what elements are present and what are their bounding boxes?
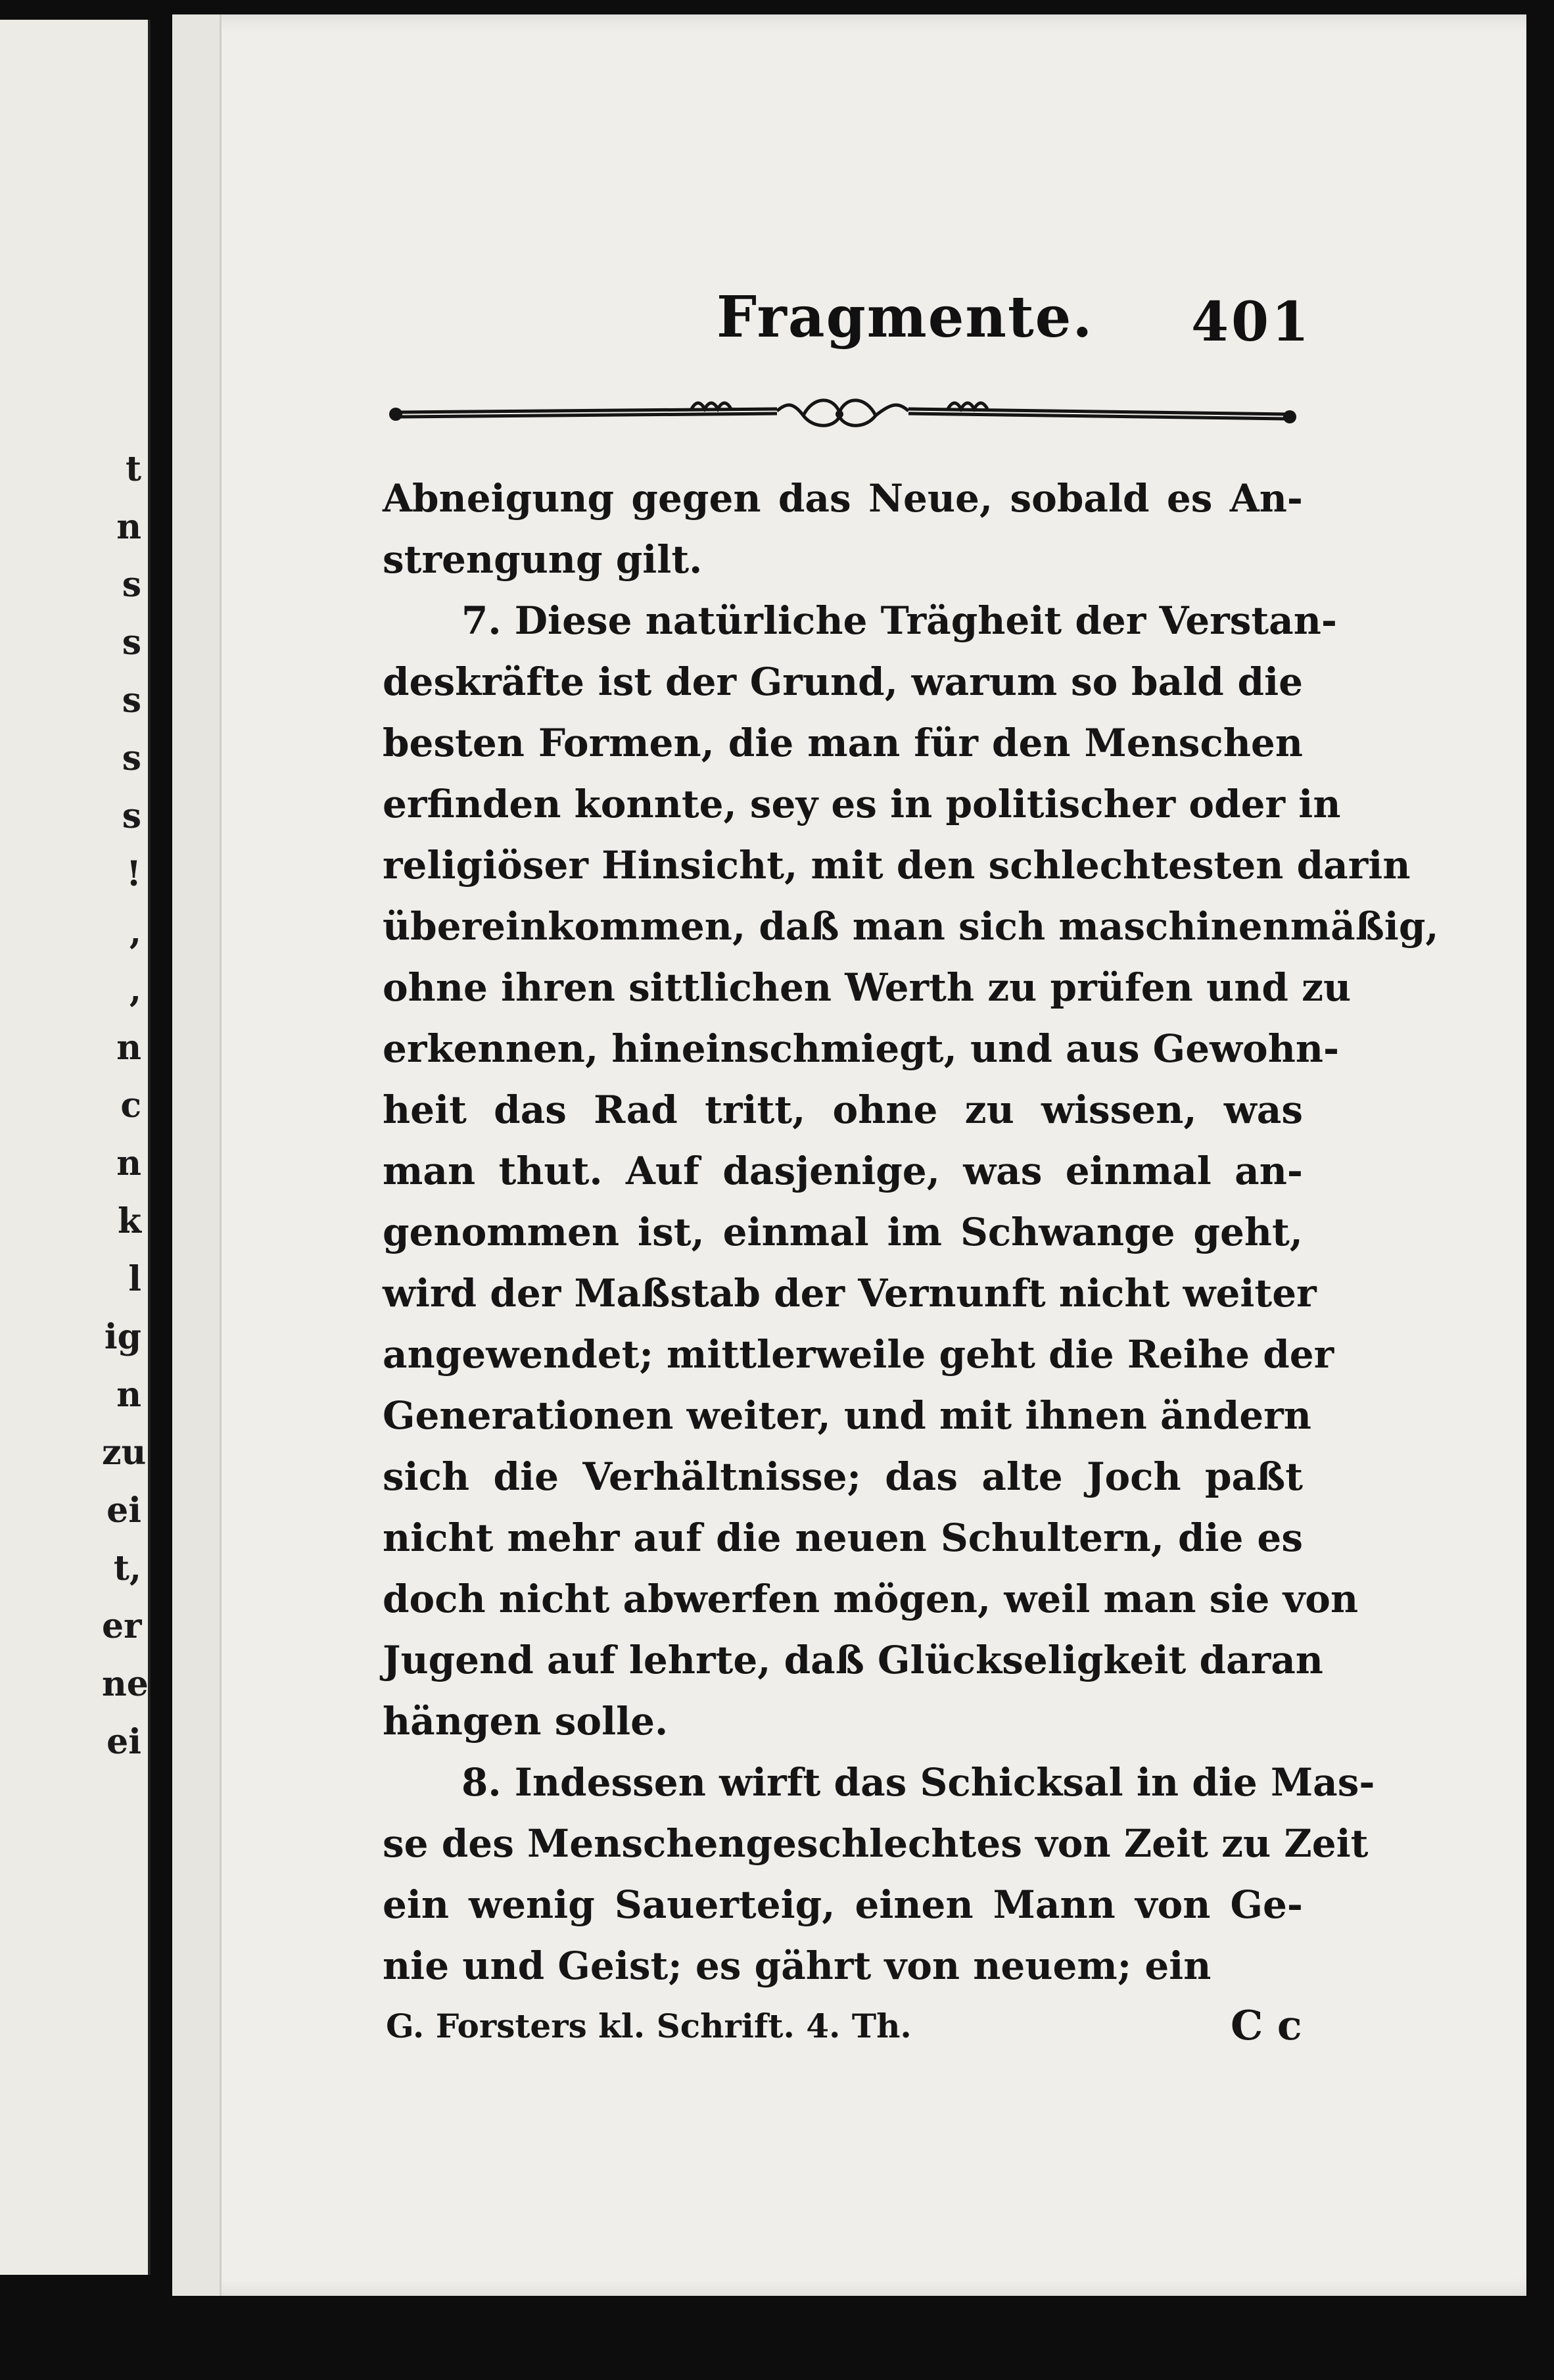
previous-page-fragment: ei <box>106 1722 141 1762</box>
previous-page-fragment: s <box>122 680 141 721</box>
text-line: man thut. Auf dasjenige, was einmal an- <box>383 1149 1303 1193</box>
text-line: strengung gilt. <box>383 537 703 582</box>
text-line: religiöser Hinsicht, mit den schlechtesten darin <box>383 843 1411 888</box>
text-line: ein wenig Sauerteig, einen Mann von Ge- <box>383 1882 1303 1927</box>
text-line: wird der Maßstab der Vernunft nicht weiter <box>383 1271 1317 1316</box>
previous-page-fragment: l <box>128 1259 141 1299</box>
text-line: heit das Rad tritt, ohne zu wissen, was <box>383 1087 1303 1132</box>
previous-page-fragment: t, <box>113 1548 141 1588</box>
text-line: ohne ihren sittlichen Werth zu prüfen und zu <box>383 965 1352 1010</box>
previous-page-fragment: s <box>122 565 141 605</box>
text-line: erfinden konnte, sey es in politischer oder in <box>383 782 1341 826</box>
text-line: Generationen weiter, und mit ihnen ändern <box>383 1393 1311 1438</box>
previous-page-fragment: ei <box>106 1490 141 1531</box>
running-head <box>172 277 1526 356</box>
text-line: Jugend auf lehrte, daß Glückseligkeit daran <box>383 1638 1323 1682</box>
text-line: sich die Verhältnisse; das alte Joch paßt <box>383 1454 1303 1499</box>
previous-page-fragment: t <box>125 449 141 489</box>
text-line: hängen solle. <box>383 1699 669 1744</box>
previous-page-fragment: s <box>122 623 141 663</box>
text-line: genommen ist, einmal im Schwange geht, <box>383 1210 1303 1254</box>
text-line: erkennen, hineinschmiegt, und aus Gewohn- <box>383 1026 1340 1071</box>
header-ornament-rule <box>383 389 1303 435</box>
previous-page-fragment: n <box>116 1375 141 1415</box>
previous-page-fragment: s <box>122 738 141 778</box>
page-gutter-edge <box>172 14 222 2296</box>
text-line: nicht mehr auf die neuen Schultern, die es <box>383 1515 1303 1560</box>
running-head-title: Fragmente. <box>717 284 1094 350</box>
previous-page-fragment: , <box>129 970 141 1010</box>
text-line: deskräfte ist der Grund, warum so bald die <box>383 659 1303 704</box>
signature-line <box>386 1993 1306 2059</box>
previous-page-fragment: n <box>116 1143 141 1183</box>
page-number: 401 <box>1191 291 1312 354</box>
text-line: besten Formen, die man für den Menschen <box>383 721 1303 765</box>
page-body-text <box>383 468 1439 1997</box>
previous-page-fragment: zu <box>102 1433 147 1473</box>
text-line: angewendet; mittlerweile geht die Reihe der <box>383 1332 1334 1377</box>
previous-page-fragment: n <box>116 1028 141 1068</box>
text-line: Abneigung gegen das Neue, sobald es An- <box>383 476 1303 521</box>
previous-page-fragment: c <box>120 1085 141 1126</box>
signature-mark: C c <box>1231 2001 1302 2049</box>
previous-page-fragment: ! <box>126 854 141 894</box>
previous-page-fragment: s <box>122 796 141 836</box>
previous-page-fragment: k <box>117 1201 141 1241</box>
text-line: übereinkommen, daß man sich maschinenmäßig, <box>383 904 1439 949</box>
previous-page-fragment: n <box>116 507 141 547</box>
previous-page-edge <box>0 20 151 2275</box>
previous-page-fragment: ig <box>104 1317 141 1357</box>
previous-page-fragment: er <box>102 1606 142 1646</box>
book-page <box>172 14 1526 2296</box>
signature-text: G. Forsters kl. Schrift. 4. Th. <box>386 2007 912 2045</box>
previous-page-fragment: , <box>129 912 141 952</box>
text-line: 8. Indessen wirft das Schicksal in die Mas- <box>461 1760 1375 1805</box>
text-line: 7. Diese natürliche Trägheit der Verstan- <box>461 598 1337 643</box>
previous-page-line-endings <box>102 440 149 1771</box>
previous-page-fragment: ne <box>102 1664 149 1704</box>
text-line: nie und Geist; es gährt von neuem; ein <box>383 1943 1212 1988</box>
text-line: se des Menschengeschlechtes von Zeit zu Zeit <box>383 1821 1369 1866</box>
text-line: doch nicht abwerfen mögen, weil man sie von <box>383 1577 1359 1621</box>
